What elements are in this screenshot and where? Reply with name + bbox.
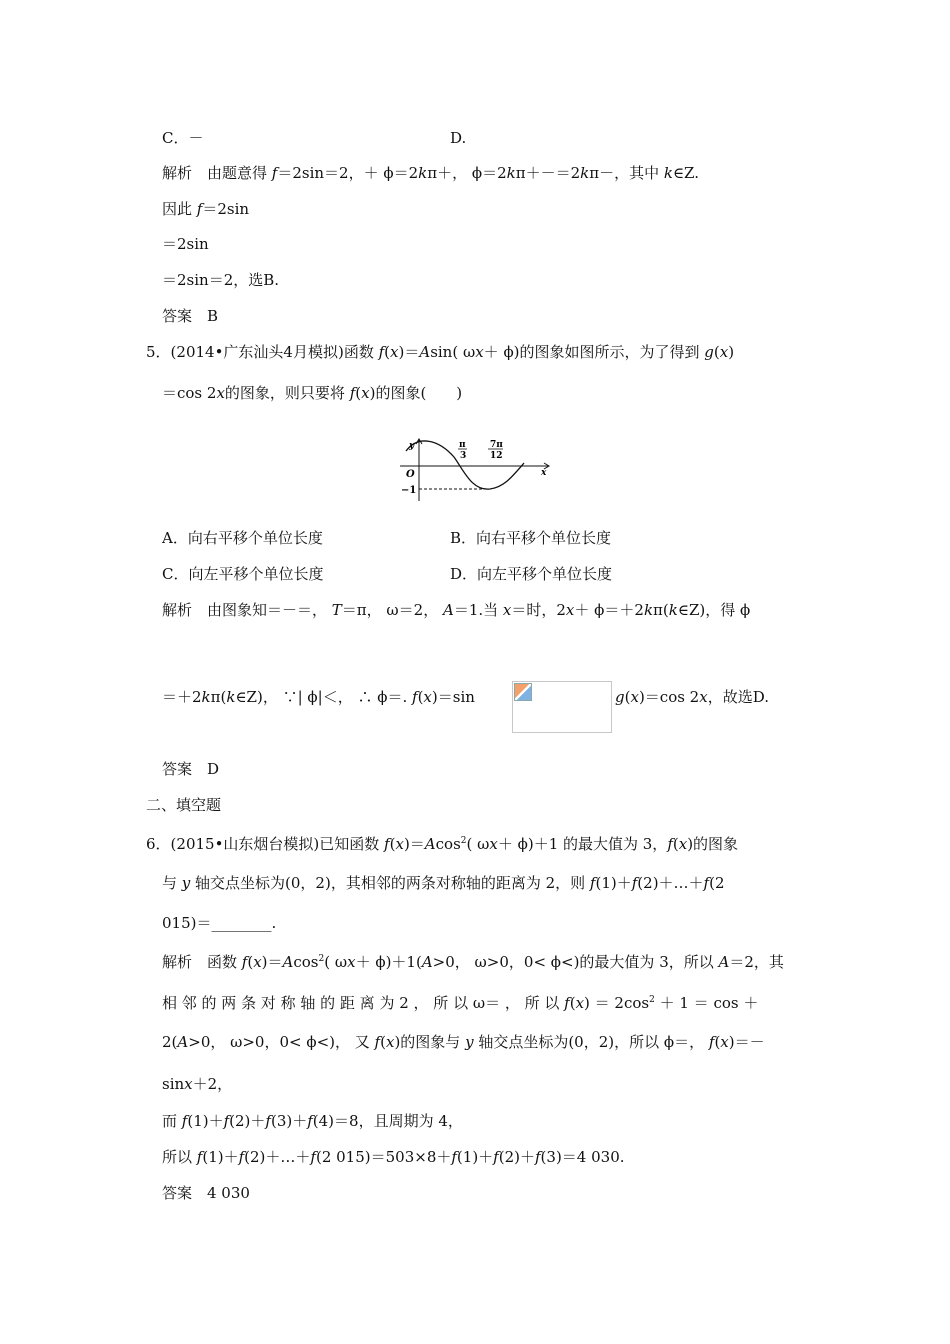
- option-b: B．向右平移个单位长度: [450, 529, 612, 547]
- tick-pi-over-3-num: π: [459, 440, 466, 450]
- solution-line: sinx＋2，: [162, 1075, 233, 1093]
- tick-7pi-over-12-num: 7π: [490, 440, 503, 450]
- y-axis-label: y: [409, 441, 415, 451]
- solution-line: 2(A>0， ω>0，0< ϕ<)， 又 f(x)的图象与 y 轴交点坐标为(0，2)，所以 ϕ＝， f(x)＝－: [162, 1033, 765, 1051]
- tick-pi-over-3-den: 3: [460, 451, 467, 461]
- solution-line: 解析 由题意得 f＝2sin＝2，＋ ϕ＝2kπ＋， ϕ＝2kπ＋－＝2kπ－，其中 k∈Z.: [162, 164, 699, 182]
- question-5-stem: 5．(2014•广东汕头4月模拟)函数 f(x)＝Asin( ωx＋ ϕ)的图象如图所示，为了得到 g(x): [146, 343, 735, 361]
- answer-line: 答案 B: [162, 307, 219, 325]
- solution-line: ＝＋2kπ(k∈Z)， ∵| ϕ|＜， ∴ ϕ＝. f(x)＝sin: [162, 688, 475, 706]
- option-c: C．－: [162, 129, 204, 147]
- option-d: D.: [450, 129, 467, 147]
- option-c: C．向左平移个单位长度: [162, 565, 324, 583]
- solution-line: 所以 f(1)＋f(2)＋…＋f(2 015)＝503×8＋f(1)＋f(2)＋f(3)＝4 030.: [162, 1148, 625, 1166]
- question-6-stem: 与 y 轴交点坐标为(0，2)，其相邻的两条对称轴的距离为 2，则 f(1)＋f(2)＋…＋f(2: [162, 874, 725, 892]
- question-6-stem: 6．(2015•山东烟台模拟)已知函数 f(x)＝Acos$^2$( ωx＋ ϕ)＋1 的最大值为 3，f(x)的图象: [146, 835, 739, 853]
- solution-line: 而 f(1)＋f(2)＋f(3)＋f(4)＝8，且周期为 4，: [162, 1112, 463, 1130]
- solution-line: ＝2sin＝2，选B.: [162, 271, 280, 289]
- minus-one-label: −1: [401, 485, 417, 496]
- question-6-stem: 015)＝________.: [162, 914, 277, 932]
- option-a: A．向右平移个单位长度: [162, 529, 323, 547]
- option-d: D．向左平移个单位长度: [450, 565, 613, 583]
- answer-line: 答案 D: [162, 760, 220, 778]
- solution-line: ＝2sin: [162, 235, 209, 253]
- section-heading: 二、填空题: [146, 796, 222, 814]
- broken-image-placeholder: [512, 681, 612, 733]
- solution-line: 因此 f＝2sin: [162, 200, 250, 218]
- tick-7pi-over-12-den: 12: [490, 451, 503, 461]
- x-axis-label: x: [541, 468, 547, 478]
- question-5-stem: ＝cos 2x的图象，则只要将 f(x)的图象( ): [162, 384, 463, 402]
- solution-line-continued: g(x)＝cos 2x，故选D.: [615, 688, 769, 706]
- answer-line: 答案 4 030: [162, 1184, 250, 1202]
- origin-label: O: [406, 469, 415, 480]
- broken-image-icon: [514, 683, 532, 701]
- solution-line: 解析 函数 f(x)＝Acos$^2$( ωx＋ ϕ)＋1(A>0， ω>0，0< ϕ<)的最大值为 3，所以 A＝2，其: [162, 953, 784, 971]
- solution-line: 相 邻 的 两 条 对 称 轴 的 距 离 为 2 ， 所 以 ω＝ ， 所 以 $f(x) = 2\cos^2 + 1 = \cos$ ＋: [162, 994, 759, 1012]
- solution-line: 解析 由图象知＝－＝， T＝π， ω＝2， A＝1.当 x＝时，2x＋ ϕ＝＋2kπ(k∈Z)，得 ϕ: [162, 601, 751, 619]
- sine-graph-figure: [398, 437, 554, 503]
